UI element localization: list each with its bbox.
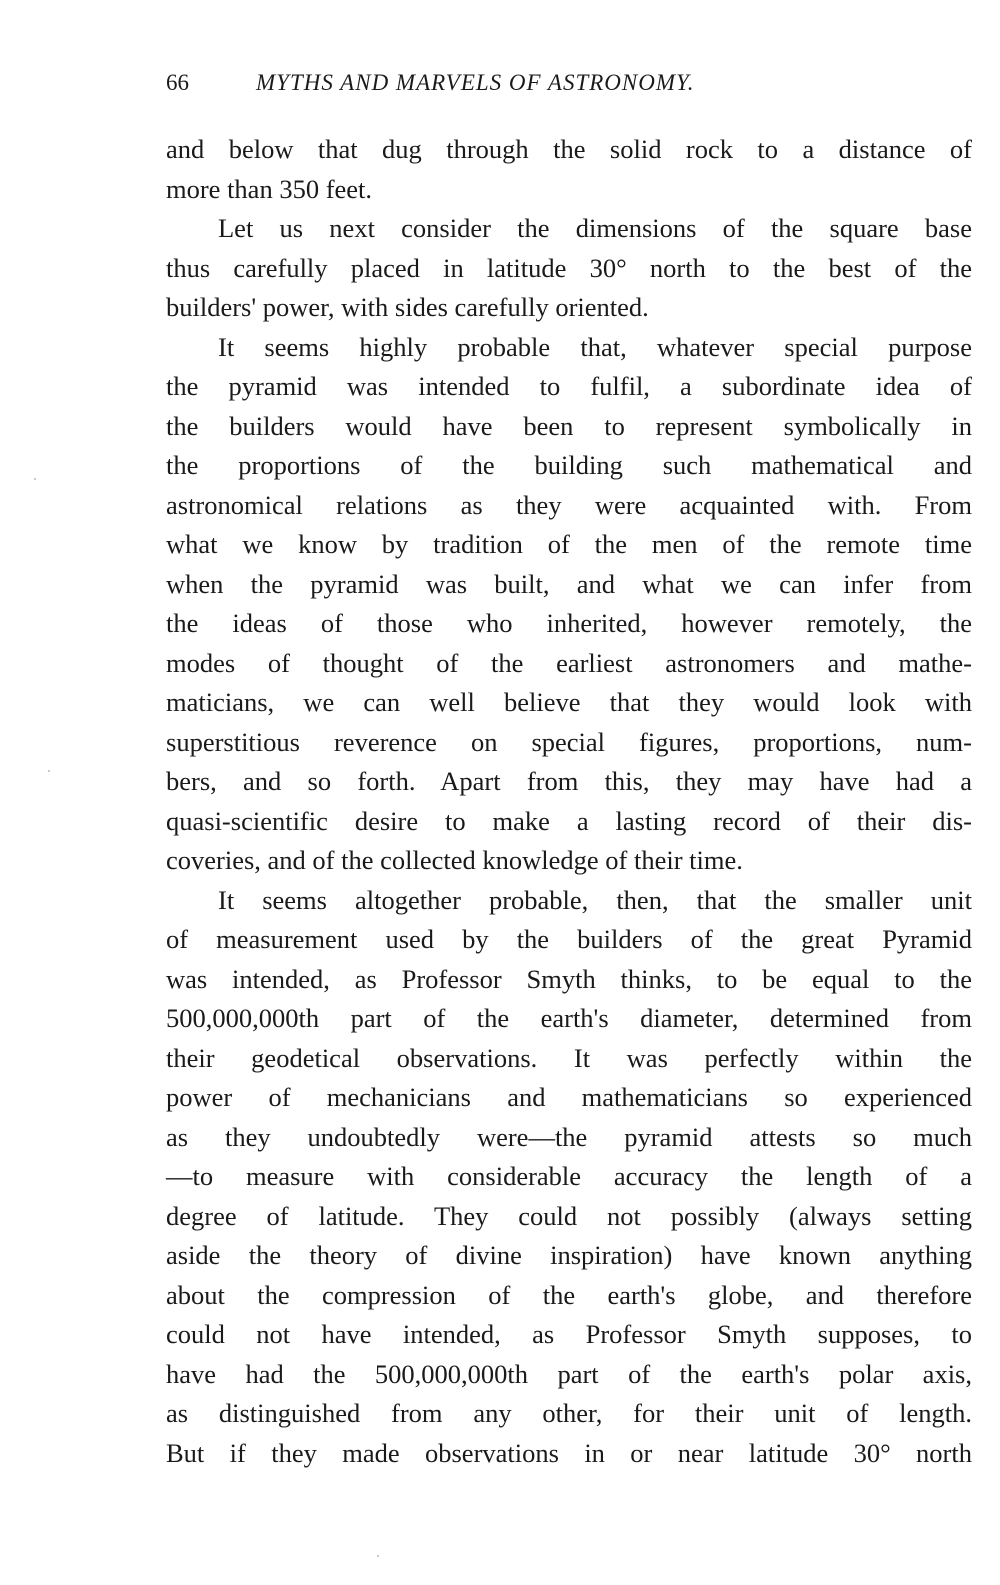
text-line: and below that dug through the solid rock to a distance of: [166, 134, 972, 164]
scan-speck: [377, 1555, 379, 1557]
text-line: about the compression of the earth's globe, and therefore: [166, 1279, 972, 1310]
text-line: thus carefully placed in latitude 30° north to the best of the: [166, 252, 972, 283]
text-line: when the pyramid was built, and what we can infer from: [166, 568, 972, 599]
text-line: modes of thought of the earliest astronomers and mathe-: [166, 647, 972, 678]
text-line: Let us next consider the dimensions of the square base: [218, 213, 972, 243]
text-line: power of mechanicians and mathematicians so experienced: [166, 1082, 972, 1112]
text-line: maticians, we can well believe that they would look with: [166, 687, 972, 717]
text-line: the proportions of the building such mathematical and: [166, 450, 972, 480]
text-line: astronomical relations as they were acquainted with. From: [166, 489, 972, 520]
text-line: 500,000,000th part of the earth's diameter, determined from: [166, 1003, 972, 1033]
text-line: as distinguished from any other, for their unit of length.: [166, 1398, 972, 1428]
text-line: of measurement used by the builders of the great Pyramid: [166, 924, 972, 954]
text-line: It seems highly probable that, whatever special purpose: [218, 331, 972, 362]
running-head: [166, 70, 972, 106]
text-line: quasi-scientific desire to make a lasting record of their dis-: [166, 805, 972, 836]
text-line: have had the 500,000,000th part of the earth's polar axis,: [166, 1358, 972, 1389]
body-text: [166, 130, 972, 1473]
text-line: superstitious reverence on special figures, proportions, num-: [166, 726, 972, 757]
text-line: the pyramid was intended to fulfil, a subordinate idea of: [166, 371, 972, 401]
text-line: what we know by tradition of the men of the remote time: [166, 529, 972, 559]
text-line: more than 350 feet.: [166, 173, 373, 204]
text-line: But if they made observations in or near latitude 30° north: [166, 1437, 972, 1468]
text-line: was intended, as Professor Smyth thinks, to be equal to the: [166, 963, 972, 994]
page-number: 66: [166, 70, 189, 95]
text-line: the ideas of those who inherited, however remotely, the: [166, 608, 972, 638]
text-line: coveries, and of the collected knowledge of their time.: [166, 845, 743, 875]
text-line: degree of latitude. They could not possibly (always setting: [166, 1200, 972, 1231]
text-line: —to measure with considerable accuracy the length of a: [166, 1161, 972, 1191]
scan-speck: [34, 478, 36, 480]
text-line: aside the theory of divine inspiration) have known anything: [166, 1240, 972, 1270]
text-line: bers, and so forth. Apart from this, they may have had a: [166, 766, 972, 796]
text-line: It seems altogether probable, then, that the smaller unit: [218, 884, 972, 915]
scan-speck: [48, 770, 50, 772]
running-title: MYTHS AND MARVELS OF ASTRONOMY.: [256, 70, 695, 95]
text-line: the builders would have been to represent symbolically in: [166, 410, 972, 441]
text-line: could not have intended, as Professor Smyth supposes, to: [166, 1319, 972, 1349]
text-line: their geodetical observations. It was perfectly within the: [166, 1042, 972, 1073]
text-line: as they undoubtedly were—the pyramid attests so much: [166, 1121, 972, 1152]
text-line: builders' power, with sides carefully oriented.: [166, 292, 649, 322]
